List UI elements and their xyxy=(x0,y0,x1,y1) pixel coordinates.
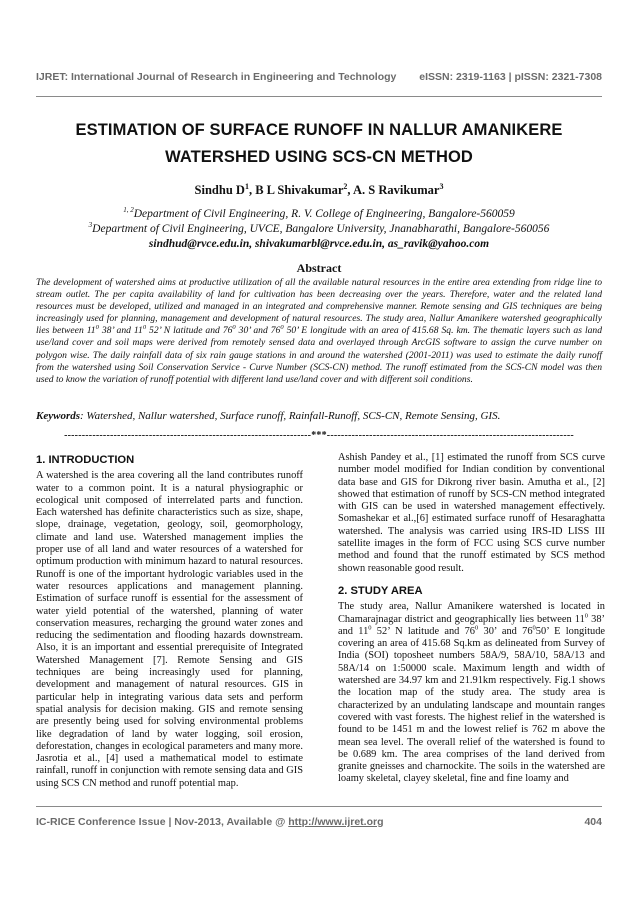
running-header xyxy=(36,71,602,87)
journal-name: IJRET: International Journal of Research in Engineering and Technology xyxy=(36,71,397,83)
page-number: 404 xyxy=(584,816,602,828)
header-rule xyxy=(36,96,602,97)
footer-rule xyxy=(36,806,602,807)
abstract-body: The development of watershed aims at productive utilization of all the available natural resources in the entire area extending from ridge line to stream outlet. The per capita availability of land for cultivation has been decreasing over the years. Therefore, water and the related land resources must be developed, utilized and managed in an integrated and comprehensive manner. Remote sensing and GIS techniques are being increasingly used for planning, management and development of natural resources. The study area, Nallur Amanikere watershed geographically lies between $11^0$ 38’ and $11^0$ 52’ N latitude and $76^0$ 30’ and $76^0$ 50’ E longitude with an area of 415.68 Sq. km. The thematic layers such as land use/land cover and soil maps were derived from remotely sensed data and overlayed through ArcGIS software to assign the curve number on polygon wise. The daily rainfall data of six rain gauge stations in and around the watershed (2001-2011) was used to estimate the daily runoff from the watershed using Soil Conservation Service - Curve Number (SCS-CN) method. The runoff estimated from the SCS-CN model was then used to know the variation of runoff potential with different land use/land cover and with different soil conditions. xyxy=(36,277,602,385)
affiliation-1: $^{1, 2}$Department of Civil Engineering, R. V. College of Engineering, Bangalore-560059 xyxy=(123,206,515,220)
study-area-paragraph: The study area, Nallur Amanikere watershed is located in Chamarajnagar district and geographically lies between $11^0$ 38’ and $11^0$ 52’ N latitude and $76^0$ 30’ and $76^050$’ E longitude covering an area of 415.68 Sq.km as delineated from Survey of India (SOI) toposheet numbers 58A/9, 58A/10, 58A/13 and 58A/14 on 1:50000 scale. Maximum length and width of watershed are 34.97 km and 21.91km respectively. Fig.1 shows the location map of the study area. The study area is characterized by an undulating landscape and mountain ranges covered with vast forests. The highest relief in the watershed is found to be 1451 m and the lowest relief is 762 m above the mean sea level. The overall relief of the watershed is found to be 0.689 km. The area comprises of the land derived from granite gneisses and charnockite. The soils in the watershed are loamy skeletal, clayey skeletal, fine and fine loamy and xyxy=(338,601,606,785)
section-separator: ----------------------------------------------------------------------***---------------------------------------------------------------------- xyxy=(64,430,574,441)
section-heading-introduction: 1. INTRODUCTION xyxy=(36,454,135,466)
author-2: B L Shivakumar$^2$, xyxy=(255,181,353,197)
title-line-1: ESTIMATION OF SURFACE RUNOFF IN NALLUR AMANIKERE xyxy=(75,121,563,139)
keywords-line: Keywords: Watershed, Nallur watershed, Surface runoff, Rainfall-Runoff, SCS-CN, Remote Sensing, GIS. xyxy=(36,410,501,422)
right-column xyxy=(338,450,605,786)
abstract-heading: Abstract xyxy=(296,261,342,275)
introduction-paragraph: A watershed is the area covering all the land contributes runoff water to a common point. It is a natural physiographic or ecological unit composed of interrelated parts and function. Each watershed has definite characteristics such as size, shape, slope, drainage, vegetation, geology, soil, geomorphology, climate and land use. Watershed management implies the proper use of all land and water resources of a watershed for optimum production with minimum hazard to natural resources. Runoff is one of the important hydrologic variables used in the water resources applications and management planning. Estimation of surface runoff is essential for the assessment of water yield potential of the watershed, planning of water conservation measures, recharging the ground water zones and reducing the sedimentation and flooding hazards downstream. Also, it is an important and essential prerequisite of Integrated Watershed Management [7]. Remote Sensing and GIS techniques are being increasingly used for planning, development and management of natural resources. GIS in particular help in integrating various data sets and perform spatial analysis for decision making. GIS and remote sensing are presently being used for solving environmental problems like degradation of land by water logging, soil erosion, deforestation, changes in ecological parameters and many more. Jasrotia et al., [4] used a mathematical model to estimate rainfall, runoff in conjunction with remote sensing data and GIS using SCS CN method and runoff potential map. xyxy=(36,470,303,789)
issn-info: eISSN: 2319-1163 | pISSN: 2321-7308 xyxy=(419,71,602,83)
author-1: Sindhu $D^1$, xyxy=(194,181,256,197)
author-3: A. S Ravikumar$^3$ xyxy=(352,181,444,197)
running-footer xyxy=(36,816,602,832)
footer-citation: IC-RICE Conference Issue | Nov-2013, Available @ http://www.ijret.org xyxy=(36,816,384,828)
left-column xyxy=(36,450,303,790)
journal-link[interactable]: http://www.ijret.org xyxy=(288,816,384,828)
section-heading-study-area: 2. STUDY AREA xyxy=(338,584,423,597)
paper-title xyxy=(36,117,602,171)
affiliation-2: $^3$Department of Civil Engineering, UVCE, Bangalore University, Jnanabharathi, Bangalore-560056 xyxy=(88,221,550,235)
literature-paragraph: Ashish Pandey et al., [1] estimated the runoff from SCS curve number model modified for Indian condition by conventional data base and GIS for Dikrong river basin. Amutha et al., [2] showed that estimation of runoff by SCS-CN method integrated with GIS can be used in watershed management effectively. Somashekar et al.,[6] estimated surface runoff of Hesaraghatta watershed. The analysis was carried using IRS-ID LISS III satellite images in the form of FCC using SCS curve number method and found that the runoff estimated by SCS method shown reasonable good result. xyxy=(338,452,605,574)
author-list xyxy=(36,183,602,198)
author-emails: sindhud@rvce.edu.in, shivakumarbl@rvce.edu.in, as_ravik@yahoo.com xyxy=(148,238,490,250)
title-line-2: WATERSHED USING SCS-CN METHOD xyxy=(165,148,473,166)
